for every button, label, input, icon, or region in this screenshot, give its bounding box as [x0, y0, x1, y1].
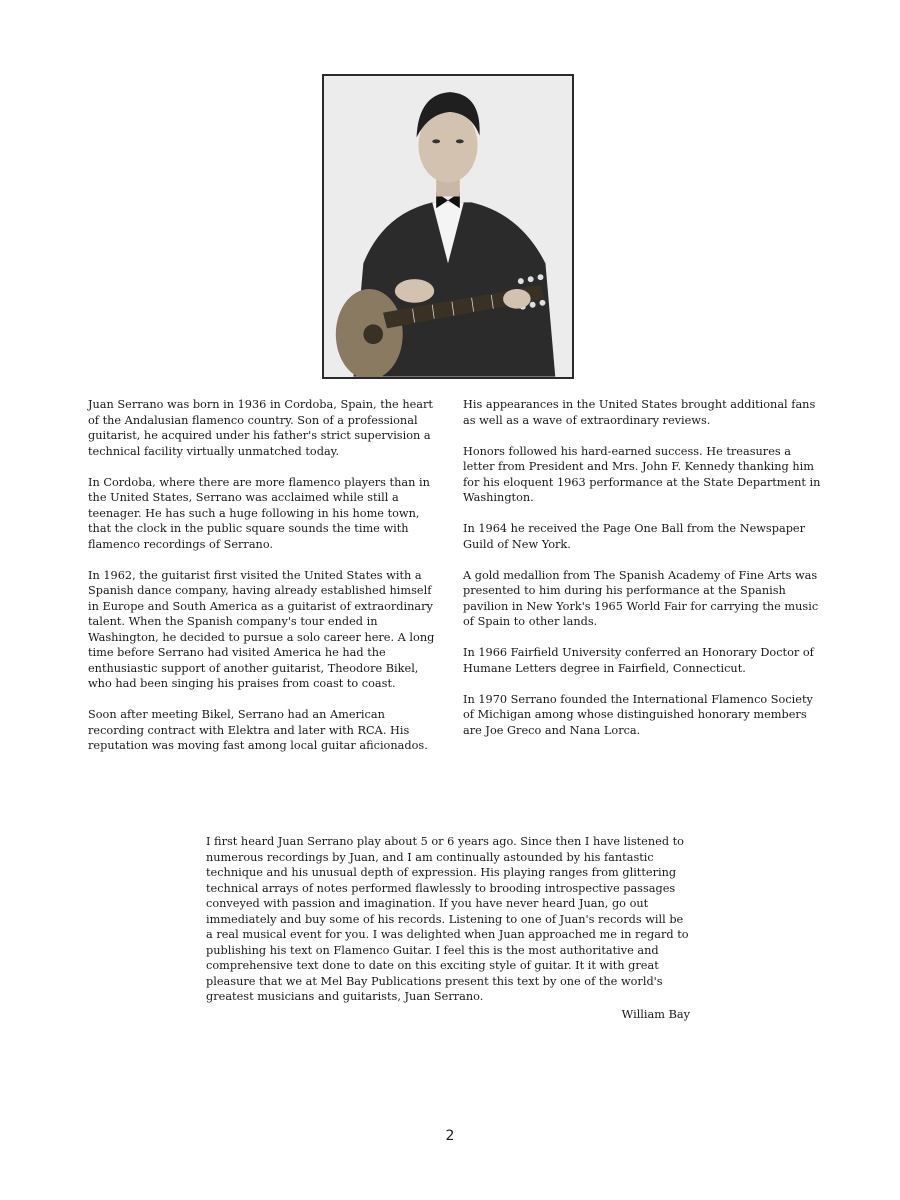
biography-left-column [88, 397, 444, 769]
bio-paragraph: His appearances in the United States brought additional fans as well as a wave of extraordinary reviews. [463, 398, 816, 427]
quote-text: I first heard Juan Serrano play about 5 or 6 years ago. Since then I have listened to numerous recordings by Juan, and I am continually astounded by his fantastic technique and his unusual depth of expression. His playing ranges from glittering technical arrays of notes performed flawlessly to brooding introspective passages conveyed with passion and imagination. If you have never heard Juan, go out immediately and buy some of his records. Listening to one of Juan's records will be a real musical event for you. I was delighted when Juan approached me in regard to publishing his text on Flamenco Guitar. I feel this is the most authoritative and comprehensive text done to date on this exciting style of guitar. It it with great pleasure that we at Mel Bay Publications present this text by one of the world's greatest musicians and guitarists, Juan Serrano. [206, 835, 689, 1003]
bio-paragraph: In 1970 Serrano founded the International Flamenco Society of Michigan among whose distinguished honorary members are Joe Greco and Nana Lorca. [463, 692, 813, 737]
guitarist-portrait-illustration [324, 76, 572, 377]
bio-paragraph: In 1964 he received the Page One Ball from the Newspaper Guild of New York. [463, 522, 806, 551]
portrait-photo [322, 74, 574, 379]
page-number: 2 [445, 1128, 455, 1144]
bio-paragraph: Soon after meeting Bikel, Serrano had an American recording contract with Elektra and later with RCA. His reputation was moving fast among local guitar aficionados. [88, 708, 428, 752]
bio-paragraph: In Cordoba, where there are more flamenco players than in the United States, Serrano was acclaimed while still a teenager. He has such a huge following in his home town, that the clock in the public square sounds the time with flamenco recordings of Serrano. [88, 475, 430, 551]
bio-paragraph: Juan Serrano was born in 1936 in Cordoba, Spain, the heart of the Andalusian flamenco country. Son of a professional guitarist, he acquired under his father's strict supervision a technical facility virtually unmatched today. [88, 398, 433, 458]
publisher-quote [206, 834, 690, 1022]
bio-paragraph: Honors followed his hard-earned success. He treasures a letter from President and Mrs. John F. Kennedy thanking him for his eloquent 1963 performance at the State Department in Washington. [463, 444, 821, 504]
bio-paragraph: A gold medallion from The Spanish Academy of Fine Arts was presented to him during his performance at the Spanish pavilion in New York's 1965 World Fair for carrying the music of Spain to other lands. [463, 568, 819, 628]
biography-right-column [463, 397, 823, 754]
bio-paragraph: In 1966 Fairfield University conferred an Honorary Doctor of Humane Letters degree in Fairfield, Connecticut. [463, 646, 814, 675]
bio-paragraph: In 1962, the guitarist first visited the United States with a Spanish dance company, having already established himself in Europe and South America as a guitarist of extraordinary talent. When the Spanish company's tour ended in Washington, he decided to pursue a solo career here. A long time before Serrano had visited America he had the enthusiastic support of another guitarist, Theodore Bikel, who had been singing his praises from coast to coast. [88, 568, 435, 690]
quote-signature: William Bay [621, 1007, 690, 1021]
